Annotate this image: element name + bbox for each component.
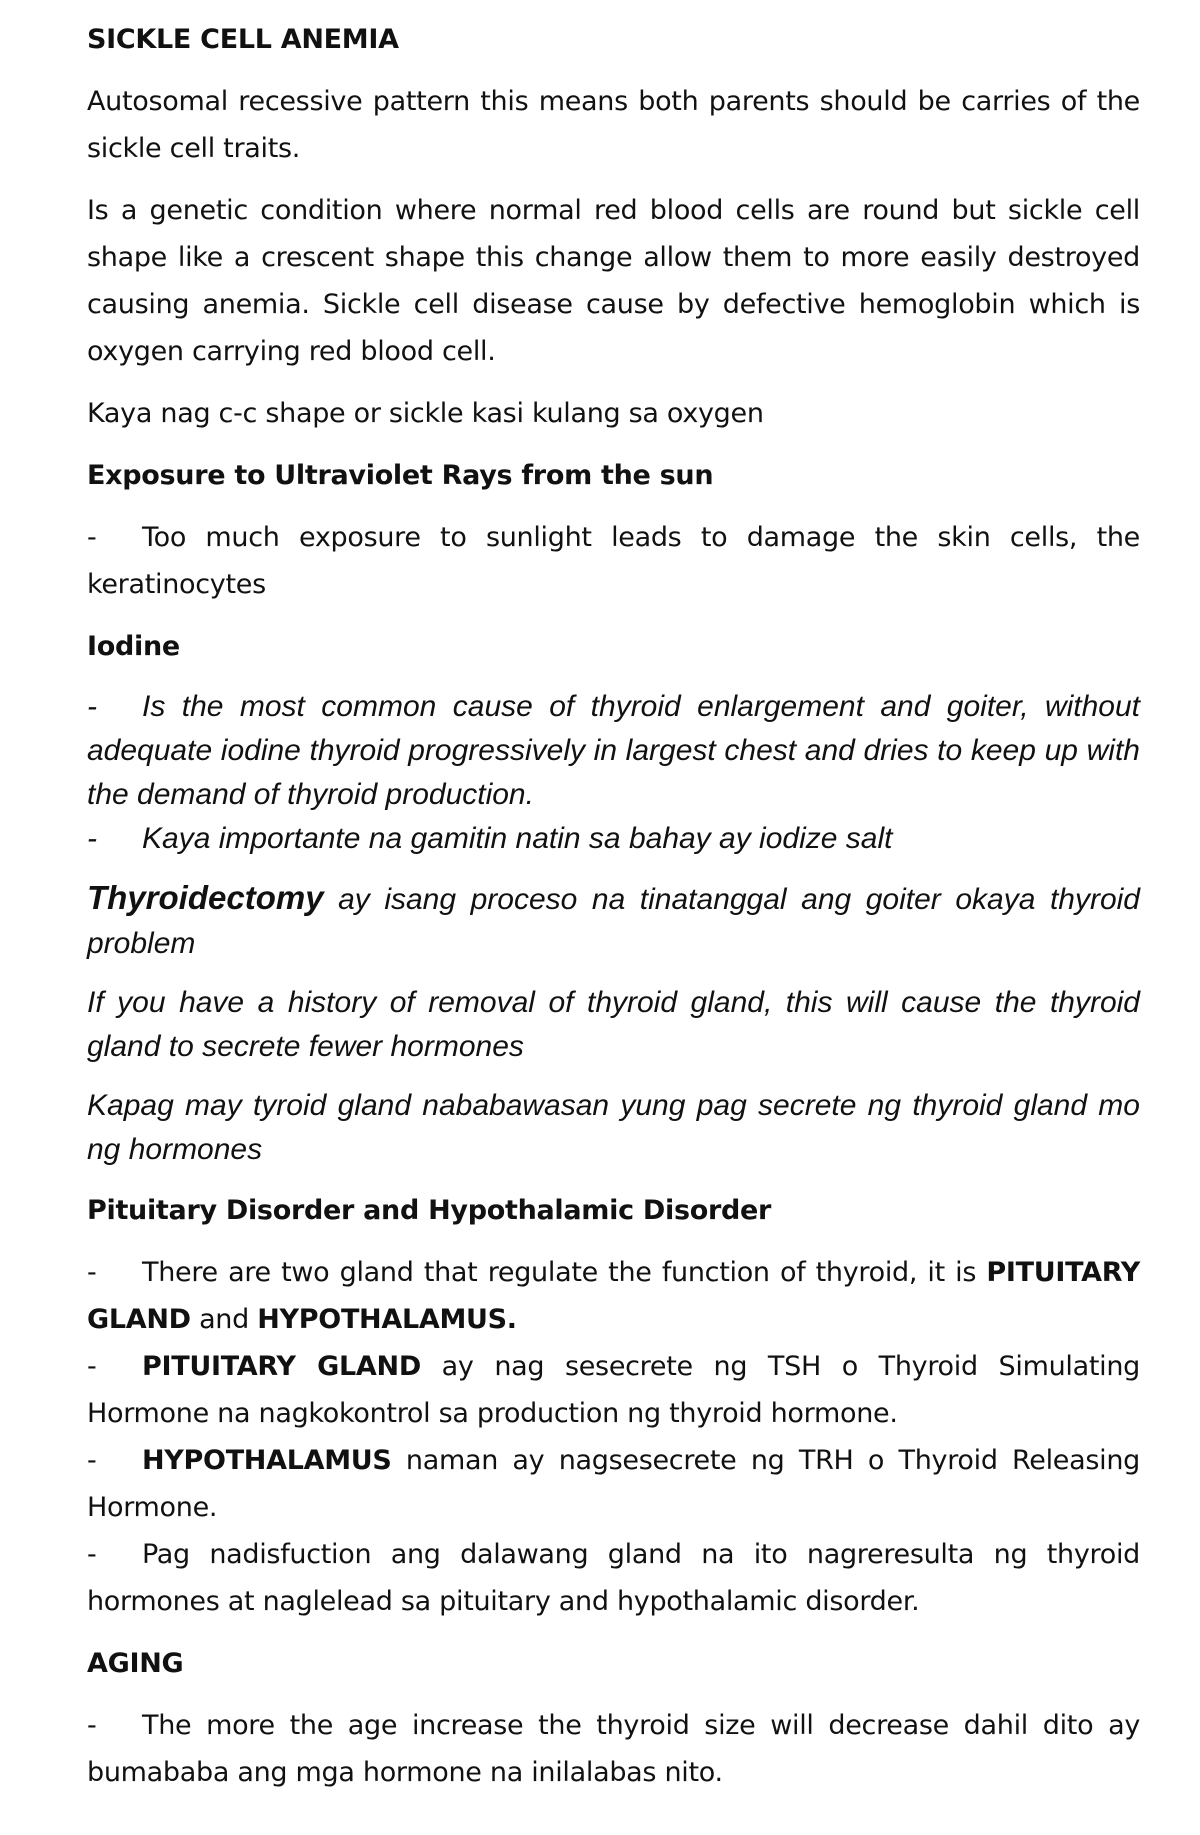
dash-marker: -: [87, 1351, 97, 1382]
dash-marker: -: [87, 1710, 97, 1741]
paragraph: Is a genetic condition where normal red blood cells are round but sickle cell shape like a crescent shape this change allow them to more easily destroyed causing anemia. Sickle cell disease cause by defective hemoglobin which is oxygen carrying red blood cell.: [87, 195, 1140, 367]
dash-marker: -: [87, 1445, 97, 1476]
bullet-item: [87, 1343, 1140, 1437]
bullet-text: Pag nadisfuction ang dalawang gland na ito nagreresulta ng thyroid hormones at naglelead sa pituitary and hypothalamic disorder.: [87, 1539, 1140, 1617]
bullet-item: [87, 1531, 1140, 1625]
bullet-text: There are two gland that regulate the function of thyroid, it is: [142, 1257, 987, 1288]
bullet-text: ay nag sesecrete ng TSH o Thyroid Simulating Hormone na nagkokontrol sa production ng thyroid hormone.: [87, 1351, 1140, 1429]
section-heading-pituitary: Pituitary Disorder and Hypothalamic Disorder: [87, 1195, 772, 1226]
document-page: [87, 16, 1140, 1811]
dash-marker: -: [87, 822, 97, 855]
bullet-text: The more the age increase the thyroid size will decrease dahil dito ay bumababa ang mga hormone na inilalabas nito.: [87, 1710, 1140, 1788]
paragraph: If you have a history of removal of thyroid gland, this will cause the thyroid gland to secrete fewer hormones: [87, 986, 1140, 1063]
paragraph-text: ay isang proceso na tinatanggal ang goiter okaya thyroid problem: [87, 883, 1140, 960]
paragraph: Kaya nag c-c shape or sickle kasi kulang sa oxygen: [87, 398, 764, 429]
bullet-item: [87, 514, 1140, 608]
section-heading-sickle-cell: SICKLE CELL ANEMIA: [87, 24, 399, 55]
bullet-text: naman ay nagsesecrete ng TRH o Thyroid Releasing Hormone.: [87, 1445, 1140, 1523]
section-heading-iodine: Iodine: [87, 631, 180, 662]
bullet-item: [87, 1702, 1140, 1796]
paragraph: Autosomal recessive pattern this means both parents should be carries of the sickle cell traits.: [87, 86, 1140, 164]
dash-marker: -: [87, 1257, 97, 1288]
paragraph: Kapag may tyroid gland nababawasan yung pag secrete ng thyroid gland mo ng hormones: [87, 1089, 1140, 1166]
bullet-text: Is the most common cause of thyroid enlargement and goiter, without adequate iodine thyroid progressively in largest chest and dries to keep up with the demand of thyroid production.: [87, 690, 1140, 811]
bullet-item: [87, 1437, 1140, 1531]
bullet-text: Too much exposure to sunlight leads to damage the skin cells, the keratinocytes: [87, 522, 1140, 600]
bullet-item: [87, 1249, 1140, 1343]
dash-marker: -: [87, 1539, 97, 1570]
bullet-text: and: [190, 1304, 258, 1335]
section-heading-uv-rays: Exposure to Ultraviolet Rays from the sun: [87, 460, 714, 491]
section-heading-aging: AGING: [87, 1648, 184, 1679]
dash-marker: -: [87, 522, 97, 553]
paragraph: [87, 876, 1140, 966]
bold-term: HYPOTHALAMUS: [142, 1445, 392, 1476]
bold-term: PITUITARY GLAND: [87, 1257, 1140, 1335]
bold-term: Thyroidectomy: [87, 879, 324, 916]
bold-term: HYPOTHALAMUS.: [257, 1304, 517, 1335]
bold-term: PITUITARY GLAND: [142, 1351, 421, 1382]
bullet-item: [87, 685, 1140, 817]
bullet-item: [87, 817, 1140, 861]
bullet-text: Kaya importante na gamitin natin sa bahay ay iodize salt: [142, 822, 893, 855]
dash-marker: -: [87, 690, 97, 723]
